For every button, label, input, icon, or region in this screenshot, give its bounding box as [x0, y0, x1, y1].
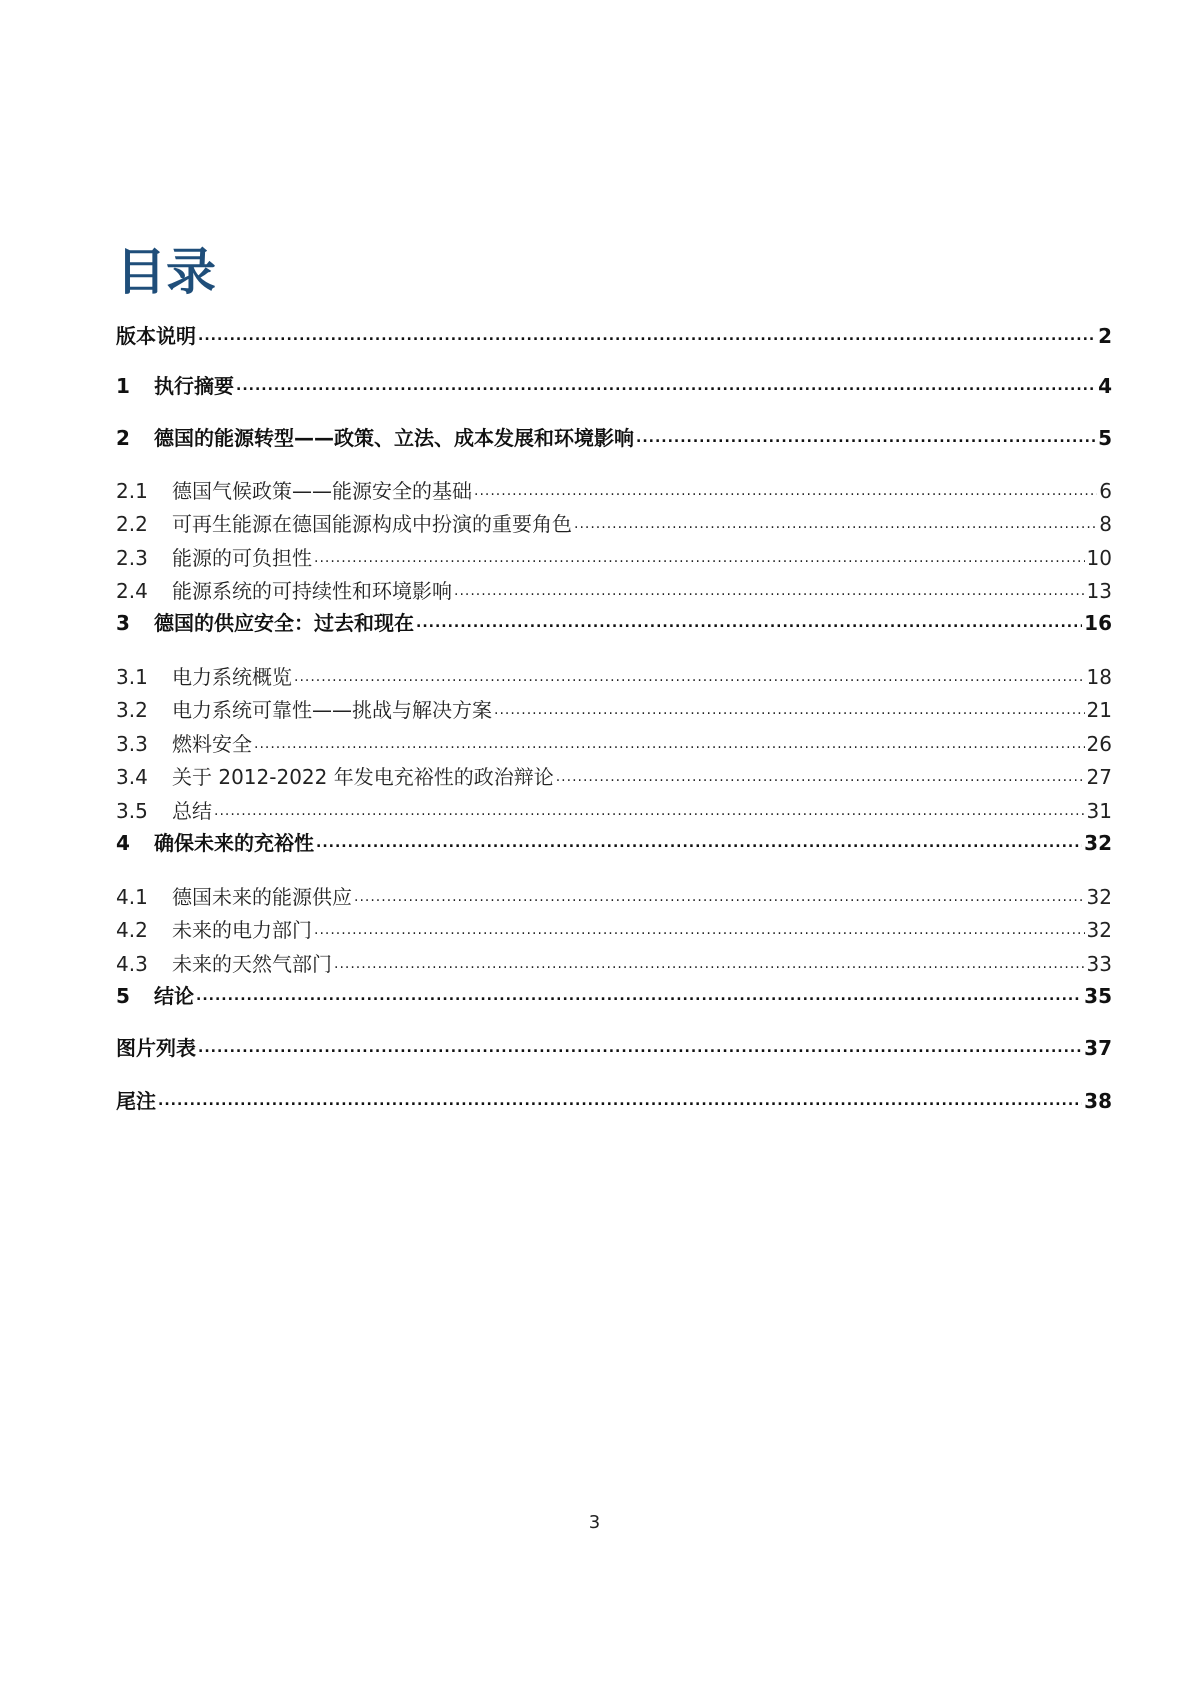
- toc-entry-number: 3: [116, 611, 130, 635]
- toc-entry-3-3[interactable]: [116, 726, 1112, 756]
- toc-entry-number: 4.1: [116, 885, 148, 909]
- toc-leader-dots: [198, 1038, 1082, 1058]
- toc-entry-label: 图片列表: [116, 1036, 196, 1060]
- toc-entry-number: 2.3: [116, 546, 148, 570]
- toc-entry-label: 执行摘要: [154, 374, 234, 398]
- toc-leader-dots: [196, 986, 1082, 1006]
- toc-leader-dots: [556, 767, 1085, 787]
- toc-entry-label: 能源的可负担性: [172, 546, 312, 570]
- toc-entry-4[interactable]: [116, 825, 1112, 855]
- toc-entry-page: 27: [1086, 765, 1112, 789]
- toc-entry-number: 3.5: [116, 799, 148, 823]
- toc-entry-label: 尾注: [116, 1089, 156, 1113]
- toc-entry-page: 21: [1086, 698, 1112, 722]
- toc-entry-label: 德国未来的能源供应: [172, 885, 352, 909]
- toc-entry-3-5[interactable]: [116, 793, 1112, 823]
- toc-leader-dots: [214, 801, 1085, 821]
- toc-entry-label: 版本说明: [116, 324, 196, 348]
- toc-entry-page: 35: [1084, 984, 1112, 1008]
- toc-entry-label: 未来的天然气部门: [172, 952, 332, 976]
- toc-entry-number: 2.4: [116, 579, 148, 603]
- toc-leader-dots: [454, 581, 1085, 601]
- toc-entry-page: 26: [1086, 732, 1112, 756]
- toc-leader-dots: [334, 954, 1085, 974]
- toc-entry-label: 可再生能源在德国能源构成中扮演的重要角色: [172, 512, 572, 536]
- toc-entry-3[interactable]: [116, 605, 1112, 635]
- toc-entry-page: 13: [1086, 579, 1112, 603]
- toc-entry-label: 德国的能源转型——政策、立法、成本发展和环境影响: [154, 426, 634, 450]
- toc-entry-label: 德国的供应安全：过去和现在: [154, 611, 414, 635]
- toc-leader-dots: [474, 481, 1097, 501]
- toc-entry-2-2[interactable]: [116, 506, 1112, 536]
- toc-entry-4-3[interactable]: [116, 946, 1112, 976]
- toc-leader-dots: [198, 326, 1096, 346]
- toc-entry-page: 18: [1086, 665, 1112, 689]
- toc-entry-page: 31: [1086, 799, 1112, 823]
- toc-entry-number: 5: [116, 984, 130, 1008]
- toc-entry-label: 未来的电力部门: [172, 918, 312, 942]
- toc-entry-1[interactable]: [116, 368, 1112, 398]
- toc-entry-page: 32: [1086, 885, 1112, 909]
- toc-entry-2-3[interactable]: [116, 540, 1112, 570]
- toc-entry-number: 2.2: [116, 512, 148, 536]
- toc-entry-label: 电力系统可靠性——挑战与解决方案: [172, 698, 492, 722]
- toc-entry-2-4[interactable]: [116, 573, 1112, 603]
- toc-entry-4-1[interactable]: [116, 879, 1112, 909]
- toc-leader-dots: [294, 667, 1085, 687]
- toc-entry-number: 4.3: [116, 952, 148, 976]
- toc-entry-number: 3.3: [116, 732, 148, 756]
- toc-entry-3-4[interactable]: [116, 759, 1112, 789]
- toc-leader-dots: [158, 1091, 1082, 1111]
- toc-entry-page: 38: [1084, 1089, 1112, 1113]
- toc-entry-3-1[interactable]: [116, 659, 1112, 689]
- toc-entry-label: 关于 2012-2022 年发电充裕性的政治辩论: [172, 765, 554, 789]
- toc-entry-number: 2.1: [116, 479, 148, 503]
- toc-leader-dots: [236, 376, 1096, 396]
- toc-entry-label: 能源系统的可持续性和环境影响: [172, 579, 452, 603]
- toc-entry-label: 电力系统概览: [172, 665, 292, 689]
- toc-entry-page: 6: [1099, 479, 1112, 503]
- toc-entry-4-2[interactable]: [116, 912, 1112, 942]
- toc-leader-dots: [314, 548, 1085, 568]
- toc-entry-page: 33: [1086, 952, 1112, 976]
- toc-leader-dots: [636, 428, 1096, 448]
- toc-leader-dots: [416, 613, 1082, 633]
- toc-entry-number: 3.2: [116, 698, 148, 722]
- toc-leader-dots: [494, 700, 1085, 720]
- toc-leader-dots: [316, 833, 1082, 853]
- toc-entry-page: 10: [1086, 546, 1112, 570]
- toc-leader-dots: [254, 734, 1085, 754]
- toc-entry-number: 3.1: [116, 665, 148, 689]
- toc-entry-page: 32: [1084, 831, 1112, 855]
- toc-entry-page: 37: [1084, 1036, 1112, 1060]
- toc-entry-3-2[interactable]: [116, 692, 1112, 722]
- toc-entry-label: 德国气候政策——能源安全的基础: [172, 479, 472, 503]
- toc-entry-page: 16: [1084, 611, 1112, 635]
- toc-entry-number: 3.4: [116, 765, 148, 789]
- toc-entry-page: 4: [1098, 374, 1112, 398]
- toc-entry-figure-list[interactable]: [116, 1030, 1112, 1060]
- toc-entry-page: 5: [1098, 426, 1112, 450]
- toc-entry-label: 确保未来的充裕性: [154, 831, 314, 855]
- toc-leader-dots: [574, 514, 1097, 534]
- toc-entry-page: 2: [1098, 324, 1112, 348]
- toc-entry-number: 1: [116, 374, 130, 398]
- toc-entry-label: 结论: [154, 984, 194, 1008]
- toc-leader-dots: [314, 920, 1085, 940]
- page-title: 目录: [116, 243, 216, 301]
- toc-entry-number: 4.2: [116, 918, 148, 942]
- toc-entry-number: 2: [116, 426, 130, 450]
- toc-entry-label: 总结: [172, 799, 212, 823]
- toc-entry-label: 燃料安全: [172, 732, 252, 756]
- toc-entry-page: 8: [1099, 512, 1112, 536]
- page-number: 3: [588, 1512, 601, 1533]
- toc-entry-number: 4: [116, 831, 130, 855]
- toc-entry-version-note[interactable]: [116, 318, 1112, 348]
- toc-entry-5[interactable]: [116, 978, 1112, 1008]
- toc-leader-dots: [354, 887, 1085, 907]
- toc-entry-2-1[interactable]: [116, 473, 1112, 503]
- toc-entry-2[interactable]: [116, 420, 1112, 450]
- toc-entry-endnotes[interactable]: [116, 1083, 1112, 1113]
- toc-entry-page: 32: [1086, 918, 1112, 942]
